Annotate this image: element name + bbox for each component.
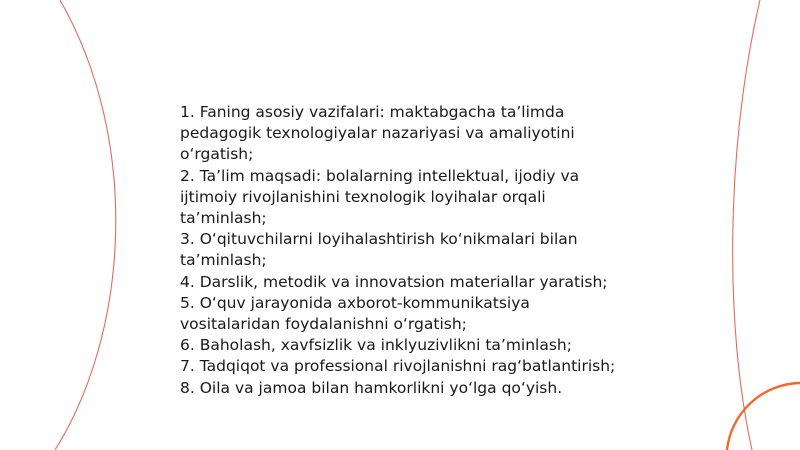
list-item: 3. Oʻqituvchilarni loyihalashtirish koʻnikmalari bilan taʼminlash; [180,230,578,270]
right-thin-arc [733,0,760,450]
list-item: 2. Taʼlim maqsadi: bolalarning intellektual, ijodiy va ijtimoiy rivojlanishini texnologik loyihalar orqali taʼminlash; [180,166,580,228]
list-item: 4. Darslik, metodik va innovatsion materiallar yaratish; [180,272,608,291]
list-item: 5. Oʻquv jarayonida axborot-kommunikatsiya vositalaridan foydalanishni oʻrgatish; [180,293,530,334]
list-item: 7. Tadqiqot va professional rivojlanishni ragʻbatlantirish; [180,357,616,376]
left-thin-arc [55,0,116,450]
list-item: 1. Faning asosiy vazifalari: maktabgacha taʼlimda pedagogik texnologiyalar nazariyasi va amaliyotini oʻrgatish; [180,103,575,164]
list-item: 6. Baholash, xavfsizlik va inklyuzivlikni taʼminlash; [180,336,572,355]
objectives-list [180,102,620,399]
bottom-right-thick-arc [727,383,800,450]
list-item: 8. Oila va jamoa bilan hamkorlikni yoʻlga qoʻyish. [180,378,563,397]
